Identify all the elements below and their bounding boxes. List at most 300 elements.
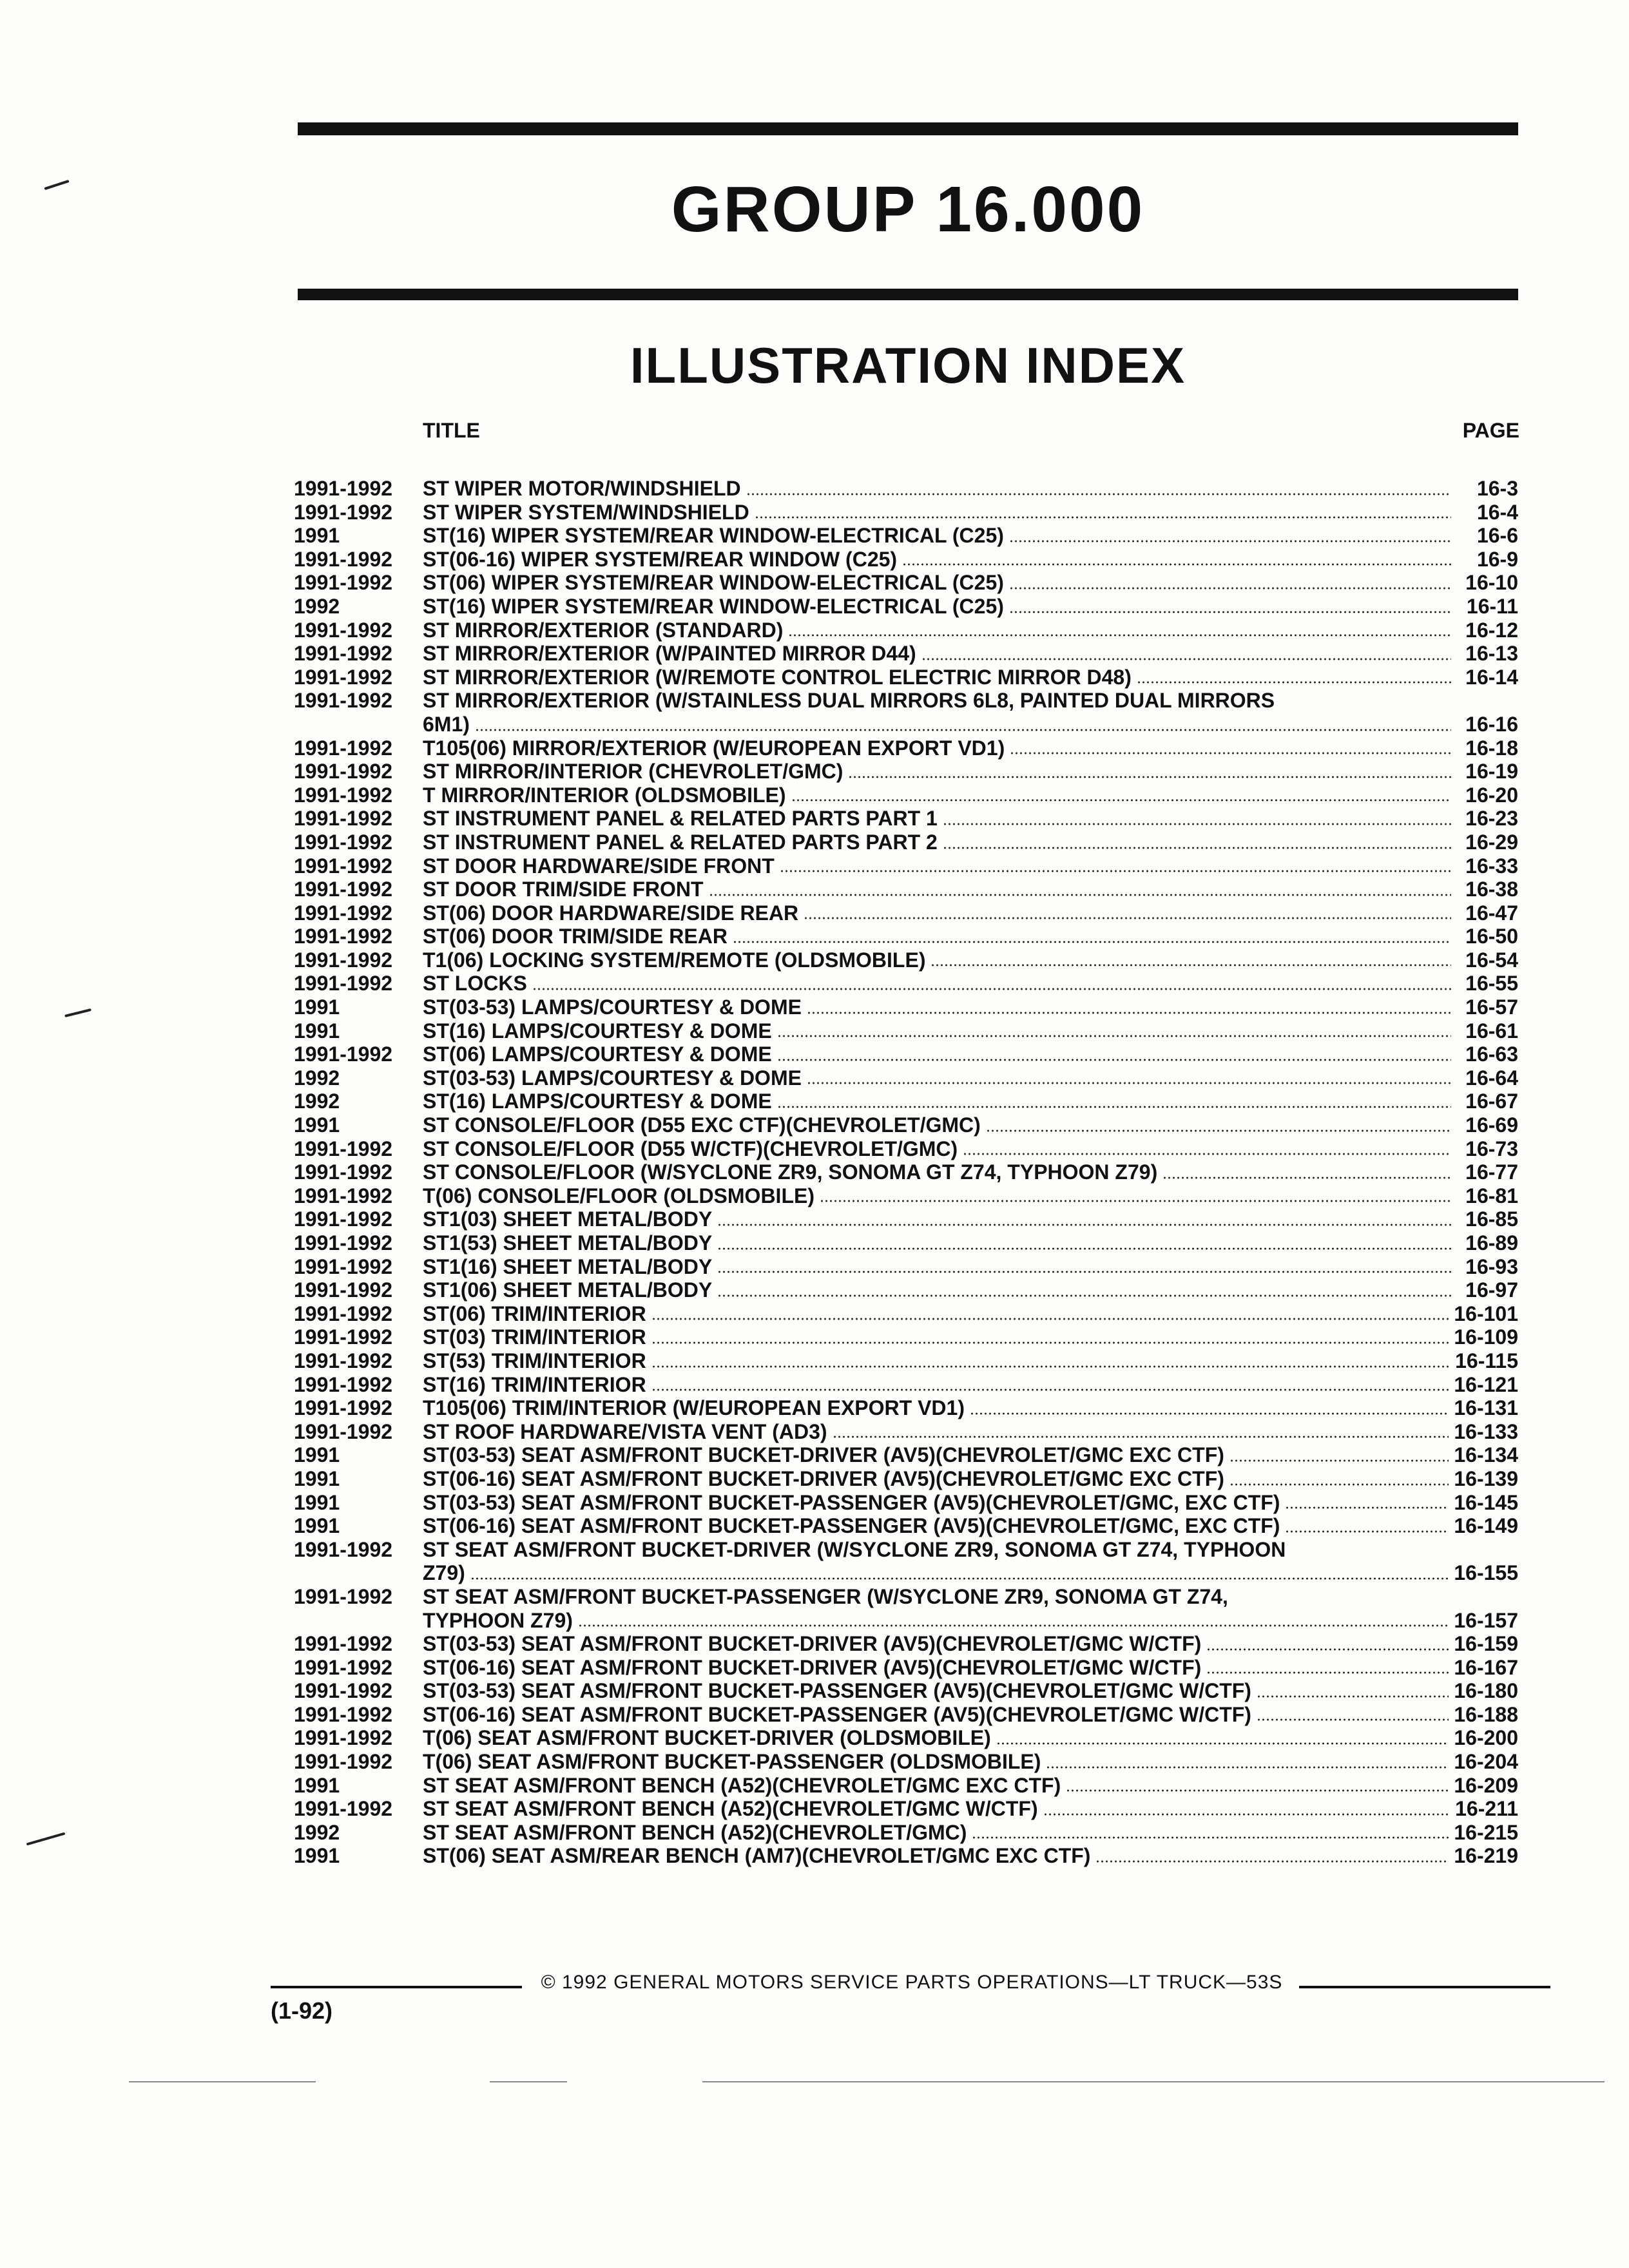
dot-leader — [717, 1224, 1451, 1226]
entry-year: 1991-1992 — [294, 830, 393, 854]
entry-page: 16-180 — [1454, 1679, 1518, 1703]
dot-leader — [963, 1153, 1451, 1155]
entry-year: 1991-1992 — [294, 1372, 393, 1396]
entry-page: 16-167 — [1454, 1655, 1518, 1679]
index-entry — [294, 736, 1518, 760]
entry-title: ST SEAT ASM/FRONT BUCKET-PASSENGER (W/SYCLONE ZR9, SONOMA GT Z74, — [423, 1584, 1228, 1608]
dot-leader — [943, 823, 1451, 825]
dot-leader — [1095, 1860, 1449, 1863]
index-entry — [294, 1113, 1518, 1137]
entry-year: 1992 — [294, 594, 340, 618]
revision-label: (1-92) — [271, 1997, 333, 2024]
dot-leader — [777, 1106, 1451, 1108]
entry-title: ST SEAT ASM/FRONT BENCH (A52)(CHEVROLET/GMC) — [423, 1820, 967, 1844]
entry-title-continued: TYPHOON Z79) — [423, 1608, 573, 1632]
entry-page: 16-55 — [1465, 972, 1518, 995]
entry-title: ST(03) TRIM/INTERIOR — [423, 1325, 646, 1349]
header-rule-bottom — [298, 289, 1518, 300]
dot-leader — [717, 1247, 1451, 1250]
entry-year: 1991-1992 — [294, 1750, 393, 1774]
entry-year: 1991-1992 — [294, 1797, 393, 1821]
dot-leader — [833, 1436, 1449, 1438]
dot-leader — [970, 1412, 1449, 1415]
entry-title: ST(06) TRIM/INTERIOR — [423, 1302, 646, 1325]
index-entry — [294, 689, 1518, 736]
entry-title: ST(06) SEAT ASM/REAR BENCH (AM7)(CHEVROLET/GMC EXC CTF) — [423, 1844, 1091, 1868]
entry-year: 1991-1992 — [294, 571, 393, 595]
entry-year: 1991-1992 — [294, 642, 393, 666]
dot-leader — [1206, 1671, 1449, 1674]
entry-title: ST(03-53) LAMPS/COURTESY & DOME — [423, 995, 802, 1019]
index-entry — [294, 1467, 1518, 1491]
dot-leader — [807, 1082, 1451, 1084]
dot-leader — [532, 988, 1451, 990]
entry-year: 1991-1992 — [294, 1043, 393, 1066]
entry-year: 1991-1992 — [294, 760, 393, 783]
index-entry — [294, 1585, 1518, 1632]
entry-year: 1991-1992 — [294, 547, 393, 571]
entry-title: ST(03-53) SEAT ASM/FRONT BUCKET-PASSENGER (AV5)(CHEVROLET/GMC, EXC CTF) — [423, 1490, 1280, 1514]
entry-year: 1991-1992 — [294, 1254, 393, 1278]
entry-page: 16-11 — [1466, 594, 1518, 618]
index-entry — [294, 1019, 1518, 1043]
index-entry — [294, 1302, 1518, 1326]
entry-title: ST MIRROR/INTERIOR (CHEVROLET/GMC) — [423, 760, 843, 783]
entry-title: ST(16) WIPER SYSTEM/REAR WINDOW-ELECTRICAL (C25) — [423, 594, 1004, 618]
entry-year: 1991-1992 — [294, 689, 393, 713]
entry-title: T105(06) MIRROR/EXTERIOR (W/EUROPEAN EXPORT VD1) — [423, 736, 1005, 760]
dot-leader — [1229, 1483, 1449, 1486]
entry-page: 16-16 — [1465, 712, 1518, 736]
dot-leader — [780, 870, 1451, 872]
index-entry — [294, 995, 1518, 1019]
entry-page: 16-12 — [1465, 618, 1518, 642]
index-entry — [294, 619, 1518, 642]
entry-year: 1991-1992 — [294, 783, 393, 807]
entry-page: 16-215 — [1454, 1820, 1518, 1844]
entry-page: 16-200 — [1454, 1726, 1518, 1750]
entry-year: 1991-1992 — [294, 1278, 393, 1302]
index-entry — [294, 1066, 1518, 1090]
dot-leader — [777, 1035, 1451, 1037]
entry-year: 1991-1992 — [294, 1160, 393, 1184]
index-entry — [294, 878, 1518, 901]
index-entry — [294, 1774, 1518, 1798]
index-entry — [294, 1043, 1518, 1066]
index-entry — [294, 1443, 1518, 1467]
dot-leader — [1257, 1695, 1449, 1698]
entry-year: 1991 — [294, 1466, 340, 1490]
entry-page: 16-18 — [1465, 736, 1518, 760]
entry-page: 16-38 — [1465, 878, 1518, 901]
dot-leader — [651, 1318, 1449, 1320]
entry-page: 16-33 — [1465, 854, 1518, 878]
dot-leader — [1046, 1766, 1449, 1769]
entry-year: 1991-1992 — [294, 1207, 393, 1231]
dot-leader — [1066, 1789, 1449, 1792]
index-entry — [294, 1420, 1518, 1444]
entry-title: T1(06) LOCKING SYSTEM/REMOTE (OLDSMOBILE) — [423, 948, 926, 972]
index-entry — [294, 760, 1518, 783]
dot-leader — [746, 493, 1451, 495]
copyright-text: © 1992 GENERAL MOTORS SERVICE PARTS OPERATIONS—LT TRUCK—53S — [541, 1972, 1283, 1993]
column-header-page: PAGE — [1462, 419, 1519, 442]
entry-page: 16-14 — [1465, 665, 1518, 689]
dot-leader — [475, 729, 1451, 731]
footer-rule-right — [1299, 1986, 1550, 1988]
dot-leader — [788, 634, 1451, 637]
index-entry — [294, 524, 1518, 548]
entry-title: ST(06) DOOR HARDWARE/SIDE REAR — [423, 901, 799, 925]
entry-year: 1991-1992 — [294, 854, 393, 878]
entry-year: 1991-1992 — [294, 618, 393, 642]
entry-page: 16-13 — [1465, 642, 1518, 666]
index-entry — [294, 1137, 1518, 1161]
entry-year: 1991-1992 — [294, 1655, 393, 1679]
entry-title: ST(03-53) SEAT ASM/FRONT BUCKET-DRIVER (AV5)(CHEVROLET/GMC EXC CTF) — [423, 1443, 1224, 1467]
entry-page: 16-6 — [1476, 524, 1518, 548]
entry-title: T(06) SEAT ASM/FRONT BUCKET-DRIVER (OLDSMOBILE) — [423, 1726, 991, 1750]
dot-leader — [755, 516, 1451, 519]
entry-page: 16-155 — [1454, 1561, 1518, 1585]
index-entry — [294, 1703, 1518, 1727]
margin-mark — [26, 1832, 66, 1846]
header-rule-top — [298, 122, 1518, 135]
entry-page: 16-149 — [1454, 1514, 1518, 1538]
entry-title: ST CONSOLE/FLOOR (D55 EXC CTF)(CHEVROLET/GMC) — [423, 1113, 981, 1137]
index-entry — [294, 1726, 1518, 1750]
index-entry — [294, 1844, 1518, 1868]
entry-title: ST MIRROR/EXTERIOR (W/PAINTED MIRROR D44) — [423, 642, 916, 666]
entry-year: 1991-1992 — [294, 1584, 393, 1608]
entry-year: 1991-1992 — [294, 1419, 393, 1443]
entry-year: 1991-1992 — [294, 665, 393, 689]
entry-title: ST1(06) SHEET METAL/BODY — [423, 1278, 713, 1302]
index-entry — [294, 1491, 1518, 1515]
entry-year: 1991 — [294, 1773, 340, 1797]
entry-title: ST(06-16) SEAT ASM/FRONT BUCKET-DRIVER (AV5)(CHEVROLET/GMC EXC CTF) — [423, 1466, 1224, 1490]
entry-year: 1991-1992 — [294, 972, 393, 995]
index-entry — [294, 1090, 1518, 1113]
entry-title: ST(16) LAMPS/COURTESY & DOME — [423, 1090, 772, 1113]
dot-leader — [1009, 611, 1451, 613]
dot-leader — [1137, 681, 1451, 684]
index-entry — [294, 1184, 1518, 1208]
dot-leader — [902, 563, 1451, 566]
dot-leader — [820, 1200, 1451, 1202]
dot-leader — [1206, 1648, 1449, 1651]
index-entry — [294, 1750, 1518, 1774]
entry-year: 1991 — [294, 1113, 340, 1137]
dot-leader — [996, 1742, 1449, 1745]
entry-page: 16-10 — [1465, 571, 1518, 595]
dot-leader — [921, 658, 1451, 660]
dot-leader — [986, 1129, 1451, 1132]
entry-page: 16-19 — [1465, 760, 1518, 783]
entry-page: 16-29 — [1465, 830, 1518, 854]
margin-mark — [64, 1008, 92, 1017]
dot-leader — [1162, 1177, 1451, 1179]
entry-title: T MIRROR/INTERIOR (OLDSMOBILE) — [423, 783, 786, 807]
index-entry — [294, 1632, 1518, 1656]
entry-year: 1992 — [294, 1090, 340, 1113]
entry-page: 16-57 — [1465, 995, 1518, 1019]
entry-year: 1991 — [294, 1514, 340, 1538]
entry-page: 16-69 — [1465, 1113, 1518, 1137]
index-entry — [294, 901, 1518, 925]
entry-title: ST DOOR HARDWARE/SIDE FRONT — [423, 854, 775, 878]
index-entry — [294, 501, 1518, 524]
group-title: GROUP 16.000 — [671, 173, 1145, 245]
dot-leader — [1285, 1530, 1449, 1533]
entry-page: 16-131 — [1454, 1396, 1518, 1420]
dot-leader — [791, 799, 1451, 802]
index-entry — [294, 1231, 1518, 1255]
scan-artifact-line — [702, 2081, 1605, 2082]
index-entry — [294, 807, 1518, 831]
entry-title: ST(06) LAMPS/COURTESY & DOME — [423, 1043, 772, 1066]
entry-year: 1991-1992 — [294, 477, 393, 500]
entry-title: ST CONSOLE/FLOOR (W/SYCLONE ZR9, SONOMA GT Z74, TYPHOON Z79) — [423, 1160, 1158, 1184]
entry-year: 1992 — [294, 1820, 340, 1844]
dot-leader — [1285, 1506, 1449, 1509]
entry-title: ST1(03) SHEET METAL/BODY — [423, 1207, 713, 1231]
index-entry — [294, 1278, 1518, 1302]
entry-title-continued: 6M1) — [423, 712, 470, 736]
entry-year: 1991-1992 — [294, 1349, 393, 1372]
entry-title: ST INSTRUMENT PANEL & RELATED PARTS PART 2 — [423, 830, 938, 854]
entry-year: 1991-1992 — [294, 1302, 393, 1325]
index-entry — [294, 1255, 1518, 1279]
entry-year: 1991-1992 — [294, 1537, 393, 1561]
entry-title: ST(16) LAMPS/COURTESY & DOME — [423, 1019, 772, 1043]
entry-page: 16-4 — [1476, 500, 1518, 524]
index-entry — [294, 972, 1518, 995]
index-entry — [294, 1160, 1518, 1184]
entry-title: ST(53) TRIM/INTERIOR — [423, 1349, 646, 1372]
entry-title: ST(06-16) SEAT ASM/FRONT BUCKET-PASSENGER (AV5)(CHEVROLET/GMC W/CTF) — [423, 1702, 1251, 1726]
dot-leader — [943, 847, 1451, 849]
entry-year: 1991-1992 — [294, 1726, 393, 1750]
entry-page: 16-3 — [1476, 477, 1518, 500]
dot-leader — [848, 776, 1451, 778]
entry-page: 16-63 — [1465, 1043, 1518, 1066]
entry-title: T105(06) TRIM/INTERIOR (W/EUROPEAN EXPORT VD1) — [423, 1396, 965, 1420]
entry-title: ST(03-53) LAMPS/COURTESY & DOME — [423, 1066, 802, 1090]
index-entry — [294, 854, 1518, 878]
entry-page: 16-47 — [1465, 901, 1518, 925]
dot-leader — [733, 941, 1451, 943]
entry-year: 1991-1992 — [294, 1325, 393, 1349]
dot-leader — [1010, 752, 1451, 754]
dot-leader — [1043, 1813, 1451, 1816]
entry-page: 16-109 — [1454, 1325, 1518, 1349]
entry-title: ST INSTRUMENT PANEL & RELATED PARTS PART 1 — [423, 807, 938, 831]
entry-title: ST SEAT ASM/FRONT BENCH (A52)(CHEVROLET/GMC W/CTF) — [423, 1797, 1038, 1821]
entry-page: 16-159 — [1454, 1632, 1518, 1656]
entry-title: ST(16) TRIM/INTERIOR — [423, 1372, 646, 1396]
entry-title: T(06) SEAT ASM/FRONT BUCKET-PASSENGER (OLDSMOBILE) — [423, 1750, 1041, 1774]
entry-year: 1991 — [294, 1844, 340, 1868]
index-entry — [294, 1656, 1518, 1680]
entry-year: 1991 — [294, 1490, 340, 1514]
index-entry — [294, 548, 1518, 572]
entry-title: ST ROOF HARDWARE/VISTA VENT (AD3) — [423, 1419, 827, 1443]
index-entry — [294, 595, 1518, 619]
entry-page: 16-101 — [1454, 1302, 1518, 1325]
entry-page: 16-81 — [1465, 1184, 1518, 1207]
index-entry — [294, 1396, 1518, 1420]
entry-title-continued: Z79) — [423, 1561, 465, 1585]
entry-page: 16-73 — [1465, 1137, 1518, 1160]
entry-title: ST(06) WIPER SYSTEM/REAR WINDOW-ELECTRICAL (C25) — [423, 571, 1004, 595]
entry-year: 1991-1992 — [294, 1632, 393, 1656]
entry-page: 16-85 — [1465, 1207, 1518, 1231]
entry-page: 16-97 — [1465, 1278, 1518, 1302]
index-entry — [294, 948, 1518, 972]
entry-page: 16-209 — [1454, 1773, 1518, 1797]
scan-artifact-line — [490, 2081, 567, 2082]
entry-page: 16-145 — [1454, 1490, 1518, 1514]
entry-year: 1991 — [294, 524, 340, 548]
entry-year: 1991-1992 — [294, 500, 393, 524]
entry-title: ST(16) WIPER SYSTEM/REAR WINDOW-ELECTRICAL (C25) — [423, 524, 1004, 548]
entry-page: 16-50 — [1465, 925, 1518, 948]
entry-title: ST MIRROR/EXTERIOR (STANDARD) — [423, 618, 784, 642]
entry-title: ST MIRROR/EXTERIOR (W/STAINLESS DUAL MIRRORS 6L8, PAINTED DUAL MIRRORS — [423, 689, 1275, 713]
entry-page: 16-211 — [1455, 1797, 1518, 1821]
entry-year: 1991 — [294, 1019, 340, 1043]
entry-page: 16-188 — [1454, 1702, 1518, 1726]
index-entry — [294, 783, 1518, 807]
scan-artifact-line — [129, 2081, 316, 2082]
index-entry — [294, 1514, 1518, 1538]
entry-year: 1991-1992 — [294, 1137, 393, 1160]
index-entry — [294, 831, 1518, 854]
entry-title: ST(06-16) SEAT ASM/FRONT BUCKET-DRIVER (AV5)(CHEVROLET/GMC W/CTF) — [423, 1655, 1202, 1679]
dot-leader — [807, 1012, 1451, 1014]
entry-title: ST1(16) SHEET METAL/BODY — [423, 1254, 713, 1278]
entry-year: 1991-1992 — [294, 1396, 393, 1420]
index-entry — [294, 1821, 1518, 1845]
dot-leader — [1229, 1459, 1449, 1462]
dot-leader — [804, 917, 1451, 919]
entry-page: 16-23 — [1465, 807, 1518, 831]
entry-year: 1991-1992 — [294, 925, 393, 948]
dot-leader — [930, 964, 1451, 966]
entry-title: ST WIPER MOTOR/WINDSHIELD — [423, 477, 741, 500]
entry-year: 1991-1992 — [294, 878, 393, 901]
index-entry — [294, 1679, 1518, 1703]
entry-title: ST(06-16) SEAT ASM/FRONT BUCKET-PASSENGER (AV5)(CHEVROLET/GMC, EXC CTF) — [423, 1514, 1280, 1538]
entry-page: 16-9 — [1476, 547, 1518, 571]
entry-page: 16-20 — [1465, 783, 1518, 807]
entry-title: T(06) CONSOLE/FLOOR (OLDSMOBILE) — [423, 1184, 815, 1207]
entry-year: 1991-1992 — [294, 1184, 393, 1207]
entry-title: ST SEAT ASM/FRONT BUCKET-DRIVER (W/SYCLONE ZR9, SONOMA GT Z74, TYPHOON — [423, 1537, 1286, 1561]
entry-year: 1991-1992 — [294, 1679, 393, 1703]
entry-year: 1991 — [294, 995, 340, 1019]
entry-year: 1991-1992 — [294, 948, 393, 972]
entry-page: 16-133 — [1454, 1419, 1518, 1443]
dot-leader — [578, 1624, 1449, 1627]
entry-page: 16-219 — [1454, 1844, 1518, 1868]
entry-page: 16-67 — [1465, 1090, 1518, 1113]
entry-title: ST(03-53) SEAT ASM/FRONT BUCKET-PASSENGER (AV5)(CHEVROLET/GMC W/CTF) — [423, 1679, 1251, 1703]
margin-mark — [44, 180, 69, 190]
index-entry — [294, 666, 1518, 689]
entry-title: ST(06-16) WIPER SYSTEM/REAR WINDOW (C25) — [423, 547, 898, 571]
dot-leader — [651, 1389, 1449, 1391]
entry-title: ST WIPER SYSTEM/WINDSHIELD — [423, 500, 749, 524]
entry-year: 1992 — [294, 1066, 340, 1090]
dot-leader — [972, 1836, 1449, 1839]
index-entry — [294, 642, 1518, 666]
dot-leader — [1257, 1718, 1449, 1721]
index-entry — [294, 1538, 1518, 1585]
entry-year: 1991 — [294, 1443, 340, 1467]
entry-title: ST DOOR TRIM/SIDE FRONT — [423, 878, 704, 901]
column-header-title: TITLE — [423, 419, 480, 442]
index-entry — [294, 1207, 1518, 1231]
entry-page: 16-139 — [1454, 1466, 1518, 1490]
entry-page: 16-157 — [1454, 1608, 1518, 1632]
dot-leader — [777, 1059, 1451, 1061]
index-entry — [294, 1373, 1518, 1397]
entry-title: ST(06) DOOR TRIM/SIDE REAR — [423, 925, 728, 948]
entry-title: ST MIRROR/EXTERIOR (W/REMOTE CONTROL ELECTRIC MIRROR D48) — [423, 665, 1132, 689]
dot-leader — [717, 1294, 1451, 1297]
dot-leader — [470, 1577, 1449, 1580]
entry-year: 1991-1992 — [294, 901, 393, 925]
dot-leader — [709, 894, 1451, 896]
dot-leader — [651, 1365, 1450, 1368]
index-entry — [294, 1349, 1518, 1373]
index-entry — [294, 571, 1518, 595]
dot-leader — [717, 1271, 1451, 1273]
dot-leader — [651, 1341, 1449, 1344]
entry-title: ST(03-53) SEAT ASM/FRONT BUCKET-DRIVER (AV5)(CHEVROLET/GMC W/CTF) — [423, 1632, 1202, 1656]
index-title: ILLUSTRATION INDEX — [630, 337, 1186, 394]
entry-page: 16-89 — [1465, 1231, 1518, 1254]
entry-page: 16-121 — [1454, 1372, 1518, 1396]
index-list — [294, 477, 1518, 1868]
entry-year: 1991-1992 — [294, 736, 393, 760]
entry-year: 1991-1992 — [294, 807, 393, 831]
index-entry — [294, 1325, 1518, 1349]
entry-title: ST CONSOLE/FLOOR (D55 W/CTF)(CHEVROLET/GMC) — [423, 1137, 958, 1160]
entry-title: ST SEAT ASM/FRONT BENCH (A52)(CHEVROLET/GMC EXC CTF) — [423, 1773, 1061, 1797]
entry-page: 16-64 — [1465, 1066, 1518, 1090]
entry-title: ST LOCKS — [423, 972, 527, 995]
entry-year: 1991-1992 — [294, 1702, 393, 1726]
entry-page: 16-77 — [1465, 1160, 1518, 1184]
index-entry — [294, 925, 1518, 948]
index-entry — [294, 1797, 1518, 1821]
dot-leader — [1009, 540, 1451, 543]
index-entry — [294, 477, 1518, 501]
entry-page: 16-204 — [1454, 1750, 1518, 1774]
entry-title: ST1(53) SHEET METAL/BODY — [423, 1231, 713, 1254]
entry-year: 1991-1992 — [294, 1231, 393, 1254]
entry-page: 16-115 — [1455, 1349, 1518, 1372]
entry-page: 16-54 — [1465, 948, 1518, 972]
entry-page: 16-93 — [1465, 1254, 1518, 1278]
entry-page: 16-134 — [1454, 1443, 1518, 1467]
dot-leader — [1009, 587, 1451, 590]
entry-page: 16-61 — [1465, 1019, 1518, 1043]
footer-rule-left — [271, 1986, 522, 1988]
